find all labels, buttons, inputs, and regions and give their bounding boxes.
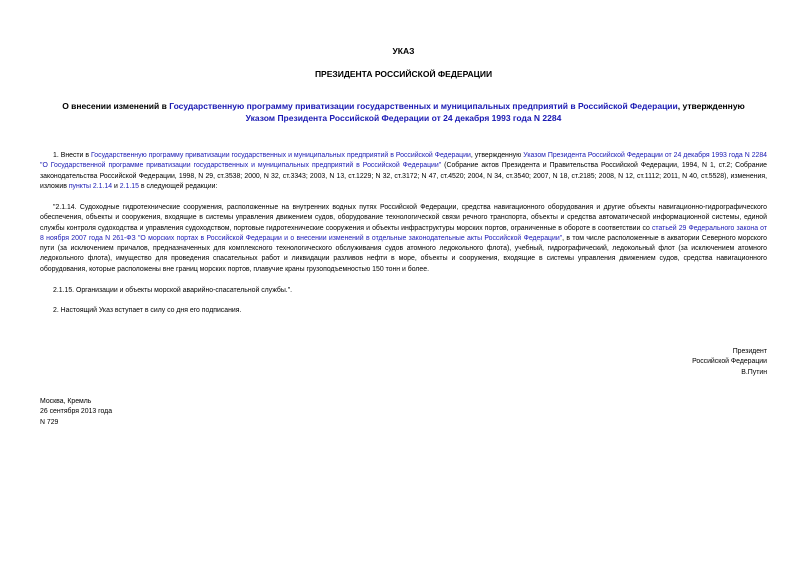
para1-point-2-1-14-link[interactable]: пункты 2.1.14 [68,182,113,190]
para1-text-1: 1. Внести в [53,152,92,159]
place-date-block [40,397,112,428]
place-location: Москва, Кремль [40,398,92,405]
para1-text-2: , утвержденную [470,152,524,159]
signature-country: Российской Федерации [692,358,767,366]
paragraph-2-1-14 [40,203,767,275]
signature-block [692,347,767,378]
subject-prefix: О внесении изменений в [62,101,170,111]
signature-position: Президент [732,348,767,355]
paragraph-2-1-15: 2.1.15. Организации и объекты морской аварийно-спасательной службы.". [53,287,293,294]
para2-law-link[interactable]: статьей 29 Федерального закона от 8 ноября 2007 года N 261-ФЗ "О морских портах в Российской Федерации и о внесении изменений в отдельные законодательные акты Российской Федерации" [40,224,767,242]
paragraph-effect: 2. Настоящий Указ вступает в силу со дня его подписания. [53,307,242,314]
para1-text-3: (Собрание актов Президента и Правительства Российской Федерации, 1994, N 1, ст.2; Собрание законодательства Российской Федерации, 1998, N 29, ст.3538; 2000, N 32, ст.3343; 2003, N 13, ст.1229; N 32, ст.3172; N 47, ст.4520; 2004, N 34, ст.3540; 2007, N 18, ст.2185; 2008, N 12, ст.1112; 2011, N 40, ст.5528), изменения, изложив [40,162,768,190]
para1-program-link[interactable]: Государственную программу приватизации государственных и муниципальных предприятий в Российской Федерации [91,152,471,159]
para1-text-4: и [112,182,120,190]
document-title: УКАЗ [392,46,415,56]
subject-decree-link[interactable]: Указом Президента Российской Федерации от 24 декабря 1993 года N 2284 [245,113,562,123]
decree-number: N 729 [40,418,59,426]
subject-middle: , утвержденную [677,101,745,111]
para1-point-2-1-15-link[interactable]: 2.1.15 [119,182,139,190]
para2-text-1: "2.1.14. Судоходные гидротехнические сооружения, расположенные на внутренних водных путях Российской Федерации, средства навигационного оборудования и другие объекты навигационно-гидрографического обеспечения, объекты и сооружения, входящие в системы управления движением судов, оборудование технологической связи речного транспорта, объекты и средства автоматической информационной системы, единой службы контроля судоходства и управления судоходством, портовые гидротехнические сооружения и объекты инфраструктуры морских портов, ограниченные в обороте в соответствии со [40,204,767,232]
para1-text-5: в следующей редакции: [138,182,218,190]
signature-name: В.Путин [741,368,767,376]
paragraph-1 [40,151,767,192]
para2-text-2: , в том числе расположенные в акватории Северного морского пути (за исключением причалов, предназначенных для комплексного технологического обслуживания судов атомного ледокольного флота), учебный, гидрографический, ледокольный флот (за исключением атомного ледокольного флота), имущество для проведения спасательных работ и ликвидации разливов нефти в море, объекты и сооружения, входящие в системы управления движением судов, средства навигационного оборудования, которые расположены вне границ морских портов, плавучие краны грузоподъемностью 150 тонн и более. [40,234,767,273]
para1-decree-link[interactable]: Указом Президента Российской Федерации от 24 декабря 1993 года N 2284 "О Государственной программе приватизации государственных и муниципальных предприятий в Российской Федерации" [40,152,768,170]
document-issuer: ПРЕЗИДЕНТА РОССИЙСКОЙ ФЕДЕРАЦИИ [314,69,493,79]
place-date: 26 сентября 2013 года [40,408,113,416]
subject-program-link[interactable]: Государственную программу приватизации государственных и муниципальных предприятий в Российской Федерации [169,101,678,111]
document-subject [40,100,767,124]
